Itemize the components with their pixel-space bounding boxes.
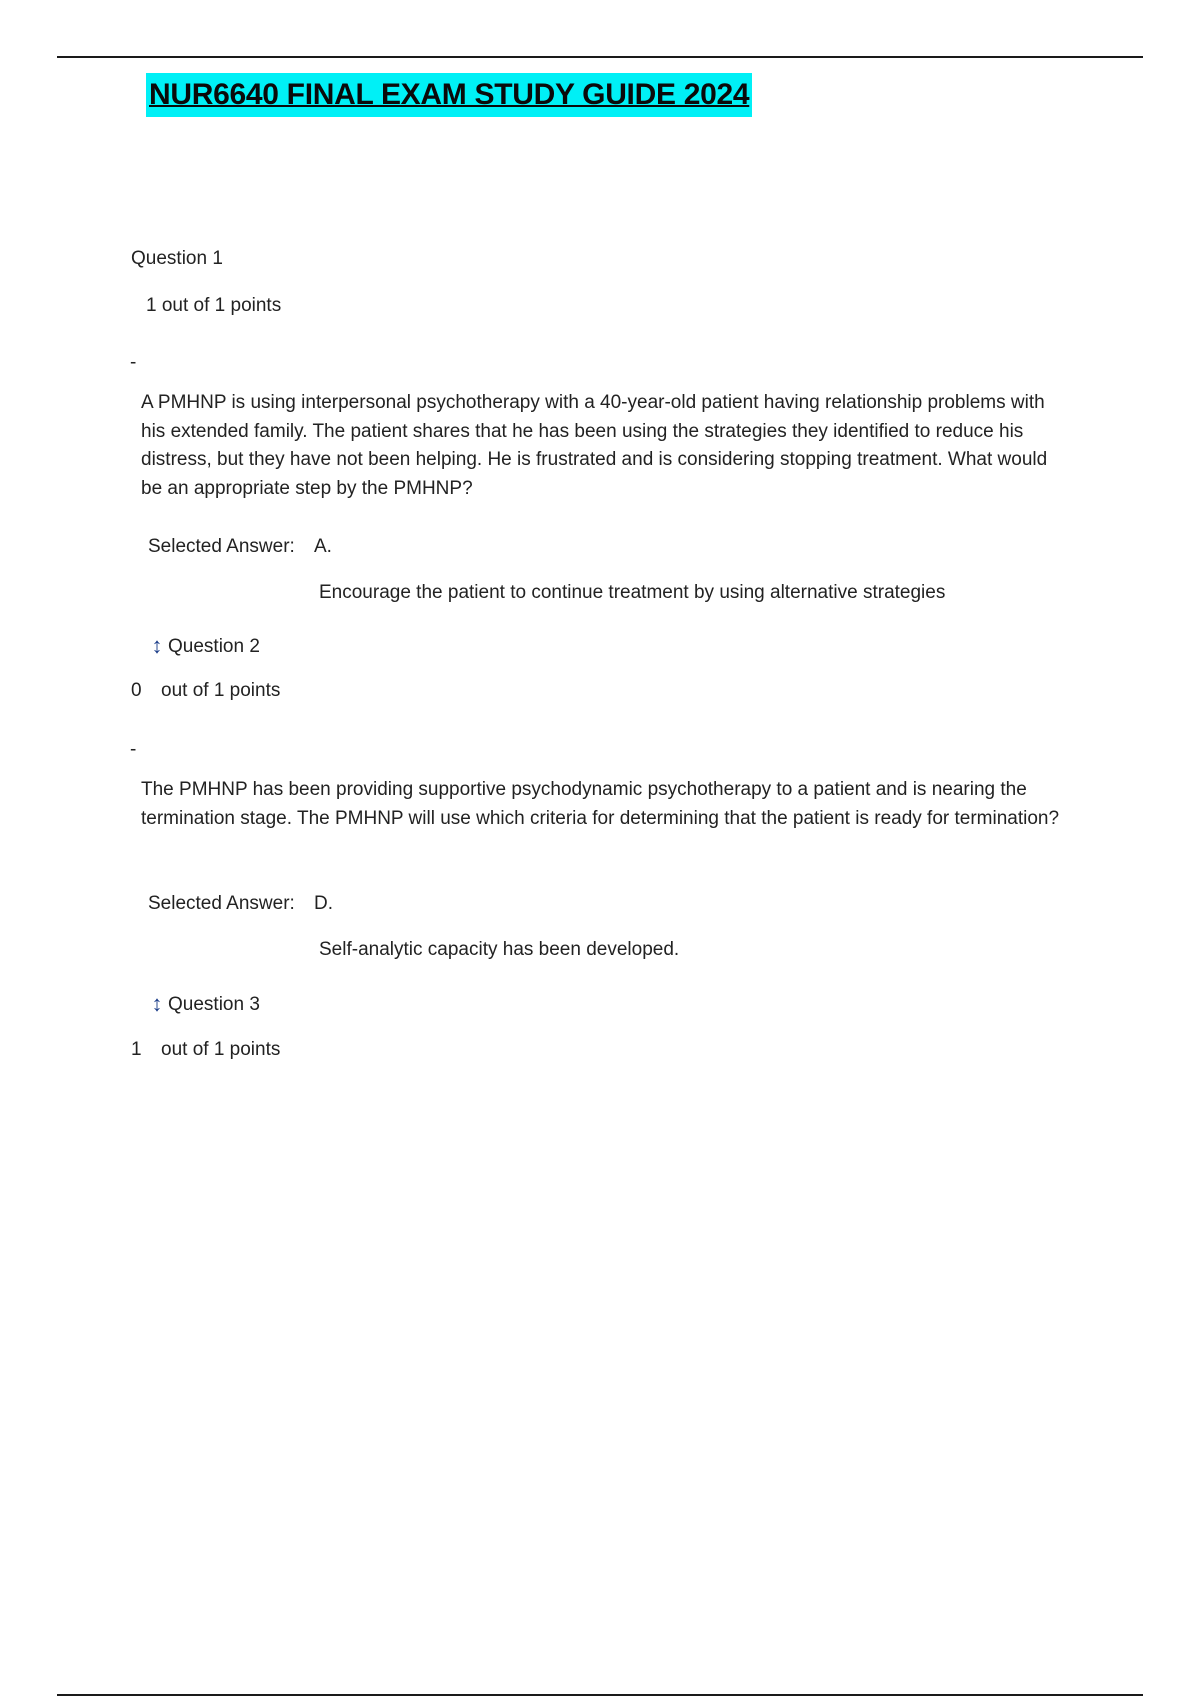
question-1-points: 1 out of 1 points: [146, 295, 282, 316]
question-2-selected-label: Selected Answer:: [148, 893, 295, 914]
up-down-arrow-icon[interactable]: ↕: [151, 991, 163, 1016]
question-2-score: 0: [131, 680, 142, 701]
question-1-separator: -: [130, 352, 137, 373]
question-2-answer: Self-analytic capacity has been developed.: [319, 939, 680, 960]
question-3-score: 1: [131, 1039, 142, 1060]
question-3-header: [148, 990, 260, 1019]
question-1-text: A PMHNP is using interpersonal psychotherapy with a 40-year-old patient having relationship problems with his extended family. The patient shares that he has been using the strategies they identified to reduce his distress, but they have not been helping. He is frustrated and is considering stopping treatment. What would be an appropriate step by the PMHNP?: [141, 392, 1048, 499]
question-2-text: The PMHNP has been providing supportive psychodynamic psychotherapy to a patient and is nearing the termination stage. The PMHNP will use which criteria for determining that the patient is ready for termination?: [141, 779, 1060, 829]
question-2-label: Question 2: [168, 636, 260, 657]
question-1-answer: Encourage the patient to continue treatment by using alternative strategies: [319, 582, 946, 603]
question-1-selected-label: Selected Answer:: [148, 536, 295, 557]
question-3-label: Question 3: [168, 994, 260, 1015]
question-2-points-text: out of 1 points: [161, 680, 281, 701]
question-2-selected-letter: D.: [314, 893, 333, 914]
document-title: NUR6640 FINAL EXAM STUDY GUIDE 2024: [146, 73, 752, 117]
question-3-points-text: out of 1 points: [161, 1039, 281, 1060]
bottom-rule: [57, 1694, 1143, 1696]
question-2-header: [148, 632, 260, 661]
up-down-arrow-icon[interactable]: ↕: [151, 633, 163, 658]
question-2-points: [131, 677, 280, 705]
question-1-label: Question 1: [131, 248, 223, 269]
title-block: [146, 73, 752, 117]
question-1-selected-letter: A.: [314, 536, 332, 557]
top-rule: [57, 56, 1143, 58]
question-3-points: [131, 1036, 280, 1064]
question-2-separator: -: [130, 739, 137, 760]
